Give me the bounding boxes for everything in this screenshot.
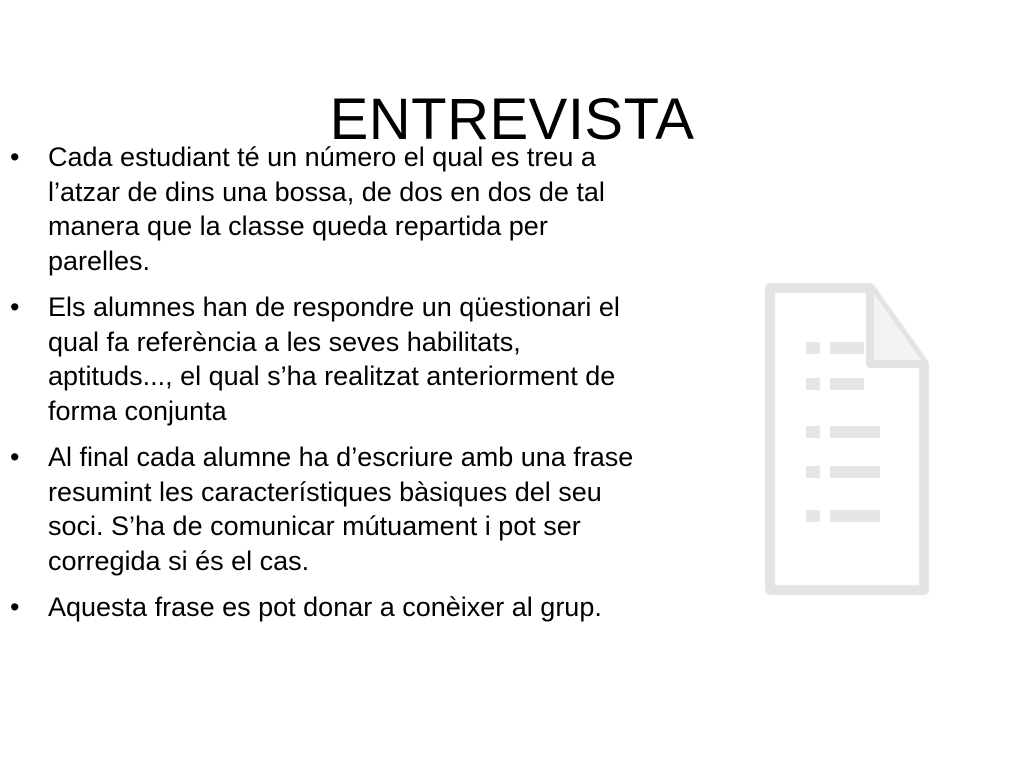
- bullet-dot: •: [10, 292, 20, 322]
- bullet-text: Aquesta frase es pot donar a conèixer al grup.: [48, 592, 602, 622]
- bullet-item: [0, 440, 648, 578]
- bullet-text: Cada estudiant té un número el qual es treu a l’atzar de dins una bossa, de dos en dos de tal manera que la classe queda repartida per parelles.: [48, 142, 605, 276]
- bullet-item: [0, 290, 648, 428]
- bullet-item: [0, 140, 648, 278]
- bullet-item: [0, 590, 648, 625]
- slide-title: ENTREVISTA: [329, 86, 695, 152]
- bullet-dot: •: [10, 442, 20, 472]
- document-list-icon: [764, 280, 930, 598]
- bullet-text: Al final cada alumne ha d’escriure amb una frase resumint les característiques bàsiques del seu soci. S’ha de comunicar mútuament i pot ser corregida si és el cas.: [48, 442, 634, 576]
- bullet-dot: •: [10, 592, 20, 622]
- bullet-dot: •: [10, 142, 20, 172]
- bullet-list: [0, 140, 660, 637]
- bullet-text: Els alumnes han de respondre un qüestionari el qual fa referència a les seves habilitats, aptituds..., el qual s’ha realitzat anteriorment de forma conjunta: [48, 292, 620, 426]
